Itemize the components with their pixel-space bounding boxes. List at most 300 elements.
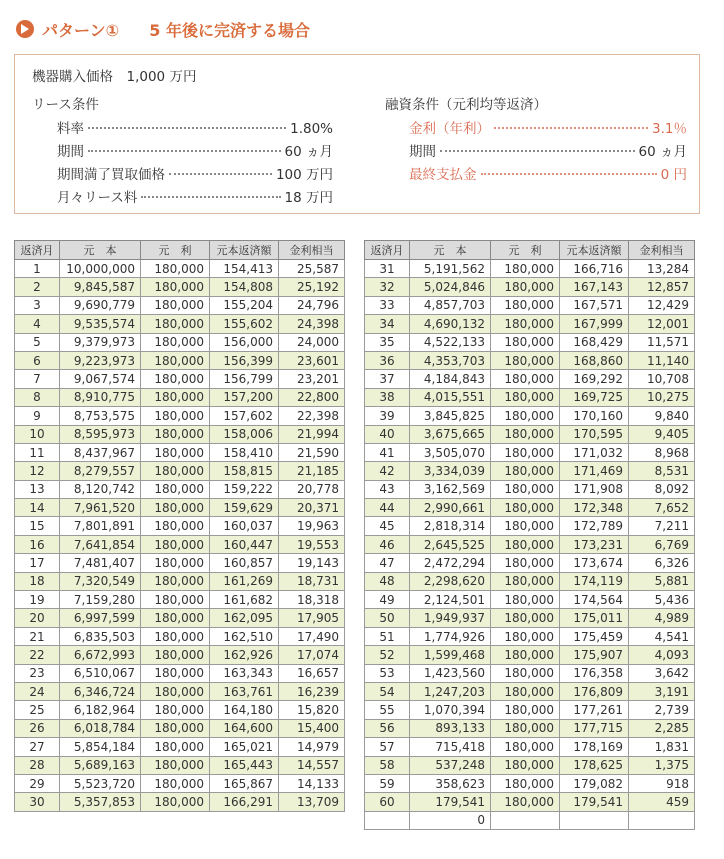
principal-cell: 1,599,468 [410,646,491,664]
principal-repayment-cell: 168,429 [560,333,629,351]
month-cell: 49 [365,591,410,609]
table-row [15,462,345,480]
table-row [365,370,695,388]
table-row [365,296,695,314]
loan-term-value: 60 ヵ月 [638,144,687,160]
table-row [365,609,695,627]
principal-cell: 3,334,039 [410,462,491,480]
table-header-row [15,241,345,260]
payment-cell: 180,000 [141,535,210,553]
table-row [365,682,695,700]
header-principal: 元 本 [410,241,491,260]
principal-repayment-cell: 159,629 [210,499,279,517]
month-cell: 41 [365,443,410,461]
principal-cell: 7,159,280 [60,591,141,609]
principal-repayment-cell: 176,809 [560,682,629,700]
interest-cell: 18,318 [279,591,345,609]
principal-repayment-cell: 156,799 [210,370,279,388]
principal-repayment-cell: 167,571 [560,296,629,314]
interest-cell: 22,800 [279,388,345,406]
payment-cell: 180,000 [141,425,210,443]
table-row [365,517,695,535]
principal-cell: 8,437,967 [60,443,141,461]
payment-cell: 180,000 [141,278,210,296]
table-row [15,793,345,811]
table-row [365,278,695,296]
payment-cell: 180,000 [141,682,210,700]
interest-cell: 20,778 [279,480,345,498]
month-cell: 2 [15,278,60,296]
principal-repayment-cell: 162,095 [210,609,279,627]
principal-cell: 715,418 [410,738,491,756]
principal-repayment-cell: 160,037 [210,517,279,535]
month-cell: 32 [365,278,410,296]
principal-repayment-cell: 170,595 [560,425,629,443]
table-row [15,351,345,369]
interest-cell: 3,642 [629,664,695,682]
principal-repayment-cell: 160,857 [210,554,279,572]
table-row [365,572,695,590]
table-row [365,535,695,553]
payment-cell: 180,000 [141,407,210,425]
principal-cell: 7,320,549 [60,572,141,590]
principal-repayment-cell: 159,222 [210,480,279,498]
table-row [365,554,695,572]
payment-cell: 180,000 [141,793,210,811]
principal-cell: 7,641,854 [60,535,141,553]
payment-cell: 180,000 [491,572,560,590]
interest-cell: 3,191 [629,682,695,700]
principal-cell: 893,133 [410,719,491,737]
month-cell: 5 [15,333,60,351]
principal-repayment-cell: 156,000 [210,333,279,351]
month-cell: 12 [15,462,60,480]
payment-cell: 180,000 [491,407,560,425]
month-cell: 21 [15,627,60,645]
header-principal-repayment: 元本返済額 [210,241,279,260]
payment-cell: 180,000 [141,499,210,517]
principal-repayment-cell: 167,999 [560,315,629,333]
interest-cell: 13,284 [629,260,695,278]
table-row [365,388,695,406]
month-cell: 46 [365,535,410,553]
lease-rate-row [57,117,333,137]
principal-cell: 8,279,557 [60,462,141,480]
schedule-table-left [14,240,345,812]
table-row [15,719,345,737]
loan-rate-label: 金利（年利） [409,121,490,137]
principal-cell: 1,774,926 [410,627,491,645]
table-row [365,664,695,682]
month-cell: 48 [365,572,410,590]
principal-cell: 7,801,891 [60,517,141,535]
month-cell: 4 [15,315,60,333]
interest-cell: 16,239 [279,682,345,700]
interest-cell: 918 [629,774,695,792]
principal-repayment-cell: 174,119 [560,572,629,590]
principal-repayment-cell: 164,180 [210,701,279,719]
month-cell: 60 [365,793,410,811]
principal-cell: 8,910,775 [60,388,141,406]
header-payment: 元 利 [141,241,210,260]
month-cell: 42 [365,462,410,480]
table-row [15,627,345,645]
interest-cell: 8,531 [629,462,695,480]
month-cell: 9 [15,407,60,425]
lease-term-label: 期間 [57,144,84,160]
payment-cell: 180,000 [491,756,560,774]
pattern-label: パターン① [42,20,120,40]
month-cell: 22 [15,646,60,664]
month-cell: 1 [15,260,60,278]
principal-cell: 1,423,560 [410,664,491,682]
principal-repayment-cell: 155,204 [210,296,279,314]
principal-cell: 6,997,599 [60,609,141,627]
table-row [15,701,345,719]
table-row [15,554,345,572]
interest-cell: 7,652 [629,499,695,517]
interest-cell: 17,905 [279,609,345,627]
principal-repayment-cell: 162,510 [210,627,279,645]
principal-cell: 3,845,825 [410,407,491,425]
principal-repayment-cell: 176,358 [560,664,629,682]
month-cell: 35 [365,333,410,351]
payment-cell: 180,000 [141,260,210,278]
interest-cell: 12,857 [629,278,695,296]
table-row [15,646,345,664]
payment-cell: 180,000 [141,701,210,719]
principal-repayment-cell: 172,789 [560,517,629,535]
principal-cell: 6,018,784 [60,719,141,737]
table-row [15,407,345,425]
payment-cell: 180,000 [491,554,560,572]
interest-cell: 4,989 [629,609,695,627]
principal-cell: 5,854,184 [60,738,141,756]
month-cell: 29 [15,774,60,792]
payment-cell: 180,000 [141,554,210,572]
lease-buyout-value: 100 万円 [275,167,333,183]
payment-cell: 180,000 [491,793,560,811]
month-cell: 30 [15,793,60,811]
payment-cell: 180,000 [491,627,560,645]
principal-repayment-cell: 166,291 [210,793,279,811]
interest-cell: 4,541 [629,627,695,645]
principal-cell: 6,835,503 [60,627,141,645]
table-row [365,462,695,480]
payment-cell: 180,000 [141,774,210,792]
month-cell: 37 [365,370,410,388]
month-cell: 51 [365,627,410,645]
principal-repayment-cell: 173,674 [560,554,629,572]
payment-cell: 180,000 [491,646,560,664]
table-row [15,572,345,590]
principal-repayment-cell: 175,011 [560,609,629,627]
principal-repayment-cell: 157,602 [210,407,279,425]
month-cell: 23 [15,664,60,682]
table-row [365,774,695,792]
principal-cell: 8,120,742 [60,480,141,498]
month-cell: 3 [15,296,60,314]
lease-term-value: 60 ヵ月 [284,144,333,160]
lease-term-row [57,140,333,160]
lease-monthly-value: 18 万円 [284,190,333,206]
payment-cell: 180,000 [141,572,210,590]
month-cell: 10 [15,425,60,443]
interest-cell: 24,398 [279,315,345,333]
principal-repayment-cell: 166,716 [560,260,629,278]
interest-cell: 9,405 [629,425,695,443]
table-row [15,260,345,278]
table-row [15,591,345,609]
payment-cell: 180,000 [491,425,560,443]
interest-cell [629,811,695,829]
month-cell: 43 [365,480,410,498]
principal-cell: 4,015,551 [410,388,491,406]
month-cell: 31 [365,260,410,278]
month-cell: 17 [15,554,60,572]
header-month: 返済月 [15,241,60,260]
payment-cell: 180,000 [491,535,560,553]
month-cell: 40 [365,425,410,443]
month-cell: 33 [365,296,410,314]
principal-repayment-cell: 165,021 [210,738,279,756]
table-row [15,738,345,756]
payment-cell: 180,000 [141,315,210,333]
payment-cell: 180,000 [141,517,210,535]
principal-repayment-cell [560,811,629,829]
principal-cell: 10,000,000 [60,260,141,278]
table-row [365,701,695,719]
principal-repayment-cell: 158,410 [210,443,279,461]
payment-cell: 180,000 [141,333,210,351]
payment-cell: 180,000 [141,370,210,388]
payment-cell: 180,000 [491,719,560,737]
table-row [365,351,695,369]
lease-buyout-label: 期間満了買取価格 [57,167,165,183]
interest-cell: 22,398 [279,407,345,425]
interest-cell: 24,000 [279,333,345,351]
principal-repayment-cell: 155,602 [210,315,279,333]
month-cell: 38 [365,388,410,406]
payment-cell: 180,000 [491,296,560,314]
principal-cell: 3,675,665 [410,425,491,443]
interest-cell: 19,553 [279,535,345,553]
principal-cell: 2,124,501 [410,591,491,609]
table-row [15,315,345,333]
payment-cell: 180,000 [491,774,560,792]
table-row [15,425,345,443]
table-row [15,756,345,774]
payment-cell: 180,000 [491,682,560,700]
loan-term-row [409,140,687,160]
table-row [365,425,695,443]
pattern-subtitle: 5 年後に完済する場合 [149,20,310,40]
interest-cell: 25,587 [279,260,345,278]
principal-cell: 9,845,587 [60,278,141,296]
month-cell: 15 [15,517,60,535]
principal-repayment-cell: 161,682 [210,591,279,609]
principal-repayment-cell: 169,725 [560,388,629,406]
principal-cell: 5,191,562 [410,260,491,278]
table-row [15,609,345,627]
interest-cell: 1,831 [629,738,695,756]
month-cell: 39 [365,407,410,425]
loan-term-label: 期間 [409,144,436,160]
principal-repayment-cell: 170,160 [560,407,629,425]
month-cell: 50 [365,609,410,627]
principal-repayment-cell: 164,600 [210,719,279,737]
header-interest: 金利相当 [279,241,345,260]
payment-cell: 180,000 [491,278,560,296]
loan-heading: 融資条件（元利均等返済） [385,97,547,113]
loan-final-label: 最終支払金 [409,167,477,183]
principal-cell: 8,753,575 [60,407,141,425]
month-cell [365,811,410,829]
interest-cell: 2,739 [629,701,695,719]
payment-cell: 180,000 [141,296,210,314]
header-principal-repayment: 元本返済額 [560,241,629,260]
table-row [365,627,695,645]
table-row [15,480,345,498]
payment-cell: 180,000 [491,315,560,333]
table-row [365,811,695,829]
month-cell: 14 [15,499,60,517]
month-cell: 56 [365,719,410,737]
table-row [365,443,695,461]
interest-cell: 5,436 [629,591,695,609]
payment-cell: 180,000 [491,480,560,498]
principal-repayment-cell: 179,082 [560,774,629,792]
payment-cell: 180,000 [141,627,210,645]
month-cell: 52 [365,646,410,664]
principal-repayment-cell: 161,269 [210,572,279,590]
interest-cell: 23,201 [279,370,345,388]
principal-cell: 7,961,520 [60,499,141,517]
month-cell: 13 [15,480,60,498]
principal-cell: 9,223,973 [60,351,141,369]
principal-cell: 6,182,964 [60,701,141,719]
table-header-row [365,241,695,260]
principal-cell: 2,990,661 [410,499,491,517]
interest-cell: 11,571 [629,333,695,351]
table-row [15,664,345,682]
month-cell: 6 [15,351,60,369]
loan-rate-row [409,117,687,137]
table-row [365,719,695,737]
principal-cell: 1,949,937 [410,609,491,627]
principal-cell: 5,523,720 [60,774,141,792]
conditions-box [14,54,700,214]
month-cell: 24 [15,682,60,700]
interest-cell: 21,185 [279,462,345,480]
interest-cell: 1,375 [629,756,695,774]
principal-repayment-cell: 168,860 [560,351,629,369]
principal-cell: 537,248 [410,756,491,774]
month-cell: 25 [15,701,60,719]
principal-cell: 5,357,853 [60,793,141,811]
payment-cell: 180,000 [141,480,210,498]
principal-repayment-cell: 158,815 [210,462,279,480]
table-row [15,517,345,535]
interest-cell: 19,143 [279,554,345,572]
principal-cell: 0 [410,811,491,829]
table-row [15,388,345,406]
table-row [365,793,695,811]
month-cell: 20 [15,609,60,627]
principal-cell: 2,298,620 [410,572,491,590]
table-row [15,535,345,553]
principal-cell: 9,067,574 [60,370,141,388]
month-cell: 57 [365,738,410,756]
payment-cell: 180,000 [141,738,210,756]
principal-repayment-cell: 163,343 [210,664,279,682]
principal-cell: 358,623 [410,774,491,792]
payment-cell: 180,000 [491,333,560,351]
loan-rate-value: 3.1％ [652,121,687,137]
payment-cell: 180,000 [141,646,210,664]
principal-repayment-cell: 173,231 [560,535,629,553]
table-row [365,315,695,333]
month-cell: 47 [365,554,410,572]
table-row [365,499,695,517]
payment-cell: 180,000 [491,462,560,480]
table-row [365,407,695,425]
payment-cell: 180,000 [491,701,560,719]
principal-cell: 9,535,574 [60,315,141,333]
principal-repayment-cell: 171,032 [560,443,629,461]
payment-cell: 180,000 [491,443,560,461]
principal-repayment-cell: 178,169 [560,738,629,756]
interest-cell: 21,994 [279,425,345,443]
table-row [15,774,345,792]
principal-repayment-cell: 174,564 [560,591,629,609]
principal-cell: 179,541 [410,793,491,811]
principal-cell: 2,818,314 [410,517,491,535]
table-row [365,646,695,664]
play-circle-icon [16,20,34,38]
principal-cell: 6,672,993 [60,646,141,664]
payment-cell: 180,000 [141,351,210,369]
interest-cell: 2,285 [629,719,695,737]
payment-cell: 180,000 [491,370,560,388]
interest-cell: 7,211 [629,517,695,535]
interest-cell: 14,557 [279,756,345,774]
month-cell: 18 [15,572,60,590]
principal-repayment-cell: 175,459 [560,627,629,645]
month-cell: 7 [15,370,60,388]
month-cell: 58 [365,756,410,774]
principal-repayment-cell: 162,926 [210,646,279,664]
payment-cell: 180,000 [141,664,210,682]
month-cell: 54 [365,682,410,700]
table-row [365,756,695,774]
month-cell: 45 [365,517,410,535]
principal-repayment-cell: 156,399 [210,351,279,369]
payment-cell: 180,000 [491,591,560,609]
interest-cell: 11,140 [629,351,695,369]
interest-cell: 17,074 [279,646,345,664]
principal-cell: 3,162,569 [410,480,491,498]
interest-cell: 13,709 [279,793,345,811]
payment-cell: 180,000 [141,609,210,627]
month-cell: 27 [15,738,60,756]
interest-cell: 21,590 [279,443,345,461]
payment-cell: 180,000 [491,517,560,535]
month-cell: 59 [365,774,410,792]
principal-repayment-cell: 169,292 [560,370,629,388]
interest-cell: 4,093 [629,646,695,664]
interest-cell: 6,326 [629,554,695,572]
